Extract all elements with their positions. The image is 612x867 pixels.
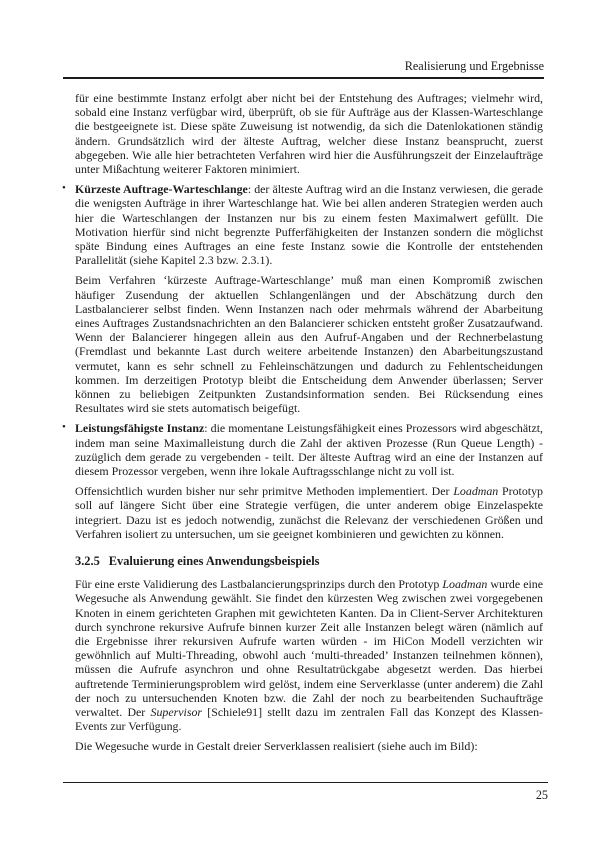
summary-text: Offensichtlich wurden bisher nur sehr primitve Methoden implementiert. Der	[75, 484, 454, 499]
header-rule	[63, 77, 544, 79]
bullet-paragraph	[75, 182, 543, 267]
page-number: 25	[535, 788, 548, 802]
section-number: 3.2.5	[75, 554, 100, 569]
loadman-term: Loadman	[442, 577, 488, 592]
footer-rule	[63, 782, 548, 783]
bullet-paragraph	[75, 421, 543, 478]
section-text: Für eine erste Validierung des Lastbalancierungsprinzips durch den Prototyp	[75, 577, 443, 592]
section-paragraph	[75, 577, 543, 733]
section-text: wurde eine Wegesuche als Anwendung gewählt. Sie findet den kürzesten Weg zwischen zwei vorgegebenen Knoten in einem gerichteten Graphen mit gewichteten Kanten. Da in Client-Server Architekturen durch synchrone rekursive Aufrufe binnen kurzer Zeit alle Instanzen belegt wären (nämlich auf die Ergebnisse ihrer rekursiven Aufrufe warten würden - im HiCon Modell verzichten wir gewöhnlich auf Multi-Threading, obwohl auch ‘multi-threaded’ Instanzen teilnehmen können), müssen die Aufrufe asynchron und ohne Resultatrückgabe abgesetzt werden. Das hierbei auftretende Terminierungsproblem wird gelöst, indem eine Serverklasse (unter anderem) die Zahl der noch zu untersuchenden Knoten bzw. die Zahl der noch zu bearbeitenden Suchaufträge verwaltet. Der	[75, 577, 543, 719]
bullet-lead: Kürzeste Auftrage-Warteschlange	[75, 182, 248, 197]
section-heading	[75, 554, 543, 569]
list-item	[62, 421, 543, 479]
bullet-text: : der älteste Auftrag wird an die Instanz verwiesen, die gerade die wenigsten Aufträge in ihrer Warteschlange hat. Wie bei allen anderen Strategien werden auch hier die Warteschlangen der Instanzen nur bis zu einem festen Maximalwert gefüllt. Die Motivation hierfür sind nicht begrenzte Pufferfähigkeiten der Instanzen sondern die möglichst späte Bindung eines Auftrages an eine feste Instanz sowie die Kontrolle der entstehenden Parallelität (siehe Kapitel 2.3 bzw. 2.3.1).	[75, 182, 544, 268]
bullet-lead: Leistungsfähigste Instanz	[75, 421, 205, 436]
bullet-text: : die momentane Leistungsfähigkeit eines Prozessors wird abgeschätzt, indem man seine Maximalleistung durch die Zahl der aktiven Prozesse (Run Queue Length) - zuzüglich dem gerade zu vergebenden - teilt. Der älteste Auftrag wird an eine der Instanzen auf diesem Prozessor vergeben, wenn ihre lokale Auftragsschlange nicht zu voll ist.	[75, 421, 543, 479]
list-item	[62, 182, 544, 416]
running-header	[63, 59, 544, 73]
supervisor-term: Supervisor	[150, 704, 203, 719]
bullet-sub-paragraph: Beim Verfahren ‘kürzeste Auftrage-Warteschlange’ muß man einen Kompromiß zwischen häufiger Zusendung der aktuellen Schlangenlängen und der Abschätzung durch den Lastbalancierer selbst finden. Wenn Instanzen nach oder mehrmals während der Abarbeitung eines Auftrages Zustandsnachrichten an den Balancierer schicken entsteht großer Zusatzaufwand. Wenn der Balancierer hingegen allein aus den Aufruf-Angaben und der Rechnerbelastung (Fremdlast und bekannte Last durch weitere arbeitende Instanzen) den Abarbeitungszustand vermutet, kann es sehr schnell zu Fehleinschätzungen und dadurch zu Fehlentscheidungen kommen. Im derzeitigen Prototyp bleibt die Entscheidung dem Anwender überlassen; Server können zu beliebigen Zeitpunkten Zustandsinformation senden. Bei Rücksendung eines Resultates wird sie stets automatisch beigefügt.	[75, 273, 543, 416]
bullet-icon: •	[62, 421, 66, 434]
section-text: [Schiele91] stellt dazu im zentralen Fall das Konzept des Klassen-Events zur Verfügung.	[75, 704, 543, 734]
text-column	[62, 91, 544, 760]
summary-text: Prototyp soll auf längere Sicht über eine Strategie verfügen, die unter anderem obige Einzelaspekte integriert. Dazu ist es jedoch notwendig, zunächst die Relevanz der verschiedenen Größen und Verfahren isoliert zu untersuchen, um sie geeignet kombinieren und gewichten zu können.	[75, 484, 544, 541]
running-header-title: Realisierung und Ergebnisse	[404, 59, 544, 73]
summary-paragraph	[75, 484, 543, 541]
section-title: Evaluierung eines Anwendungsbeispiels	[108, 554, 320, 569]
loadman-term: Loadman	[453, 484, 499, 499]
bullet-icon: •	[62, 182, 66, 195]
strategy-bullet-list	[62, 182, 544, 479]
closing-paragraph: Die Wegesuche wurde in Gestalt dreier Serverklassen realisiert (siehe auch im Bild):	[75, 739, 478, 754]
intro-paragraph: für eine bestimmte Instanz erfolgt aber nicht bei der Entstehung des Auftrages; vielmehr wird, sobald eine Instanz verfügbar wird, überprüft, ob sie für Aufträge aus der Klassen-Warteschlange die bestgeeignete ist. Diese späte Zuweisung ist notwendig, da sich die Datenlokationen ständig ändern. Grundsätzlich wird der älteste Auftrag, welcher diese Instanz beansprucht, zuerst abgegeben. Wie alle hier betrachteten Verfahren wird hier die Ausführungszeit der Einzelaufträge unter Mißachtung weiterer Faktoren minimiert.	[75, 91, 543, 177]
